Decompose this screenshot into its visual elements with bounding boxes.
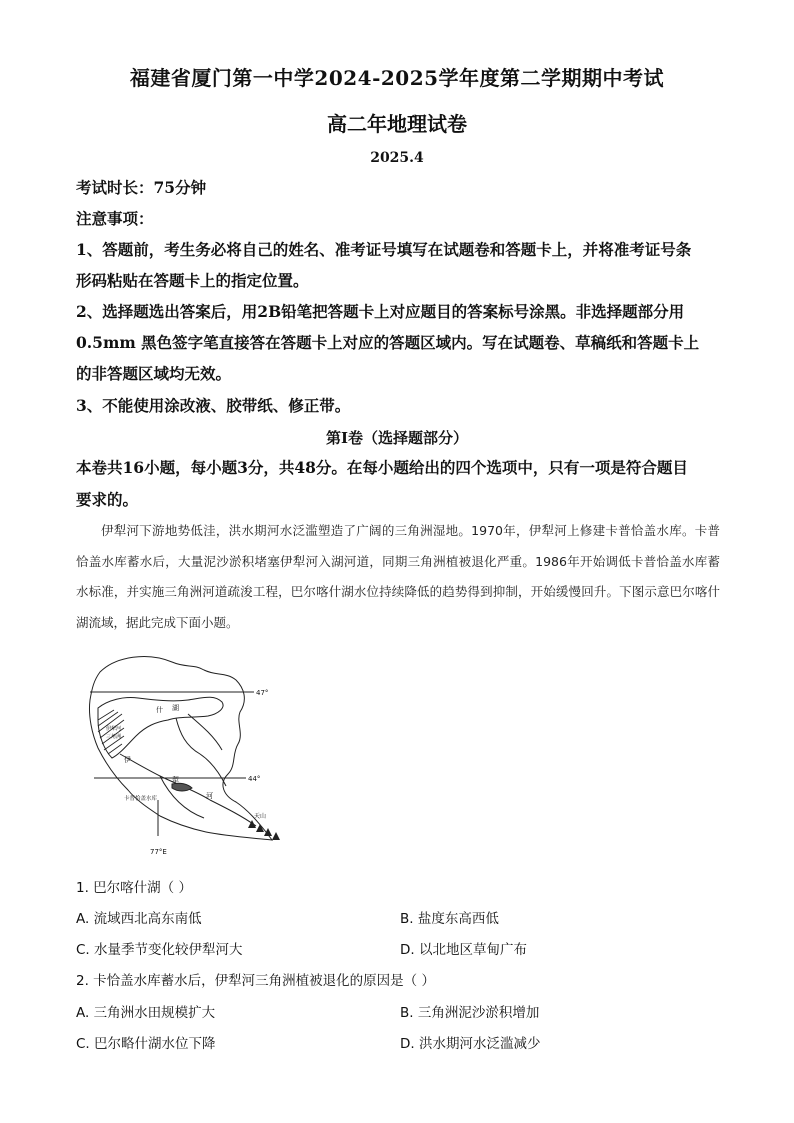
- question-2-option-b[interactable]: B. 三角洲泥沙淤积增加: [400, 1005, 540, 1021]
- notice-title: 注意事项：: [76, 209, 154, 228]
- notice-2-line1: 2、选择题选出答案后，用2B铅笔把答题卡上对应题目的答案标号涂黑。非选择题部分用: [76, 302, 685, 321]
- label-lon-77: 77°E: [150, 848, 167, 856]
- river-char-1: 伊: [124, 756, 131, 764]
- material-paragraph: 伊犁河下游地势低洼，洪水期河水泛滥塑造了广阔的三角洲湿地。1970年，伊犁河上修建卡普恰盖水库。卡普恰盖水库蓄水后，大量泥沙淤积堵塞伊犁河入湖河道，同期三角洲植被退化严重。1986年开始调低卡普恰盖水库蓄水标准，并实施三角洲河道疏浚工程，巴尔喀什湖水位持续降低的趋势得到抑制，开始缓慢回升。下图示意巴尔喀什湖流域，据此完成下面小题。: [76, 523, 720, 630]
- section-intro-line2: 要求的。: [76, 490, 139, 509]
- question-2-option-d[interactable]: D. 洪水期河水泛滥减少: [400, 1036, 541, 1052]
- lake-char-2: 湖: [172, 704, 179, 712]
- notice-1-line1: 1、答题前，考生务必将自己的姓名、准考证号填写在试题卷和答题卡上，并将准考证号条: [76, 240, 692, 259]
- reservoir-shape: [172, 783, 192, 791]
- notice-1-line2: 形码粘贴在答题卡上的指定位置。: [76, 271, 309, 290]
- exam-date: 2025.4: [370, 150, 424, 166]
- question-1-option-a[interactable]: A. 流域西北高东南低: [76, 911, 202, 927]
- question-2-stem: 2. 卡恰盖水库蓄水后，伊犁河三角洲植被退化的原因是（ ）: [76, 973, 435, 989]
- tributary-3: [160, 776, 204, 818]
- mountain-label: 天山: [254, 813, 267, 820]
- delta-hatching: [98, 710, 124, 754]
- question-1-option-b[interactable]: B. 盐度东高西低: [400, 911, 499, 927]
- notice-2-line2: 0.5mm 黑色签字笔直接答在答题卡上对应的答题区域内。写在试题卷、草稿纸和答题卡上: [76, 333, 700, 352]
- question-2-option-a[interactable]: A. 三角洲水田规模扩大: [76, 1005, 216, 1021]
- notice-2-line3: 的非答题区域均无效。: [76, 364, 232, 383]
- river-char-2: 犁: [172, 776, 179, 784]
- lake-char-1: 什: [156, 706, 163, 714]
- basin-boundary: [89, 657, 272, 840]
- river-char-3: 河: [206, 792, 213, 800]
- delta-label-1: 伊犁河: [106, 726, 122, 732]
- question-1-option-d[interactable]: D. 以北地区草甸广布: [400, 942, 527, 958]
- exam-subtitle: 高二年地理试卷: [327, 112, 467, 136]
- reservoir-label: 卡普恰盖水库: [124, 796, 158, 802]
- label-lat-47: 47°: [256, 689, 269, 697]
- question-1-stem: 1. 巴尔喀什湖（ ）: [76, 880, 192, 896]
- exam-title: 福建省厦门第一中学2024-2025学年度第二学期期中考试: [129, 66, 665, 90]
- question-1-option-c[interactable]: C. 水量季节变化较伊犁河大: [76, 942, 243, 958]
- exam-duration: 考试时长：75分钟: [76, 178, 207, 197]
- tributary-1: [176, 718, 226, 786]
- section-intro-line1: 本卷共16小题，每小题3分，共48分。在每小题给出的四个选项中，只有一项是符合题目: [76, 458, 688, 477]
- section-heading: 第Ⅰ卷（选择题部分）: [325, 429, 469, 447]
- question-2-option-c[interactable]: C. 巴尔略什湖水位下降: [76, 1036, 216, 1052]
- label-lat-44: 44°: [248, 775, 261, 783]
- notice-3: 3、不能使用涂改液、胶带纸、修正带。: [76, 396, 351, 415]
- tributary-2: [188, 714, 222, 750]
- balkhash-basin-map: [76, 650, 288, 862]
- delta-label-2: 三角洲: [106, 734, 122, 740]
